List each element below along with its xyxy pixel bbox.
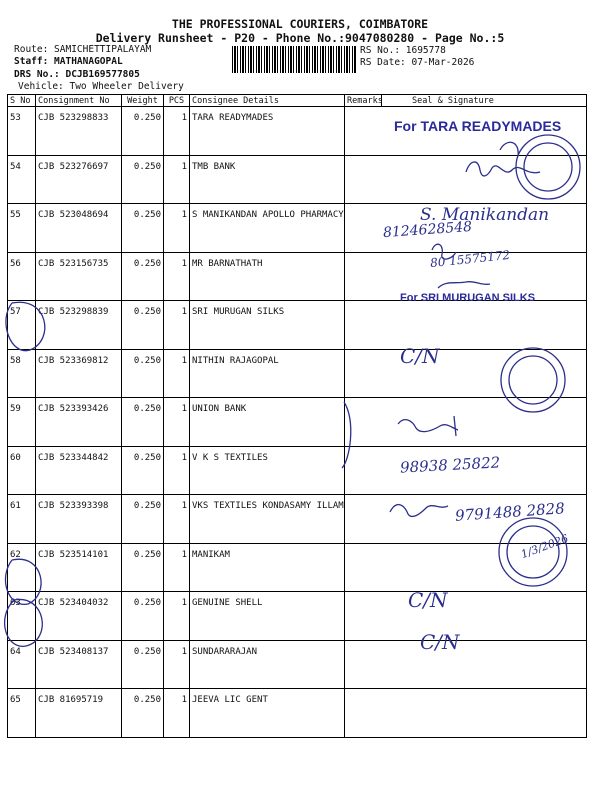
row-remarks [345, 204, 382, 253]
row-seal [382, 640, 587, 689]
row-consignment: CJB 523393398 [36, 495, 122, 544]
barcode [232, 46, 356, 73]
vehicle-label: Vehicle: Two Wheeler Delivery [18, 81, 184, 92]
staff-label: Staff: MATHANAGOPAL [14, 56, 123, 67]
table-row [8, 349, 587, 398]
table-row [8, 301, 587, 350]
col-seal: Seal & Signature [382, 95, 587, 107]
row-seal [382, 398, 587, 447]
row-pcs: 1 [164, 446, 190, 495]
row-remarks [345, 592, 382, 641]
row-seal [382, 301, 587, 350]
row-consignment: CJB 523404032 [36, 592, 122, 641]
row-sno: 53 [8, 107, 36, 156]
row-consignee: UNION BANK [190, 398, 345, 447]
row-weight: 0.250 [122, 155, 164, 204]
col-pcs: PCS [164, 95, 190, 107]
row-consignee: MANIKAM [190, 543, 345, 592]
row-pcs: 1 [164, 689, 190, 738]
cn-65: C/N [420, 630, 460, 654]
row-weight: 0.250 [122, 252, 164, 301]
row-pcs: 1 [164, 398, 190, 447]
row-consignee: S MANIKANDAN APOLLO PHARMACY [190, 204, 345, 253]
row-remarks [345, 301, 382, 350]
row-sno: 58 [8, 349, 36, 398]
row-remarks [345, 398, 382, 447]
table-row [8, 543, 587, 592]
row-consignment: CJB 523344842 [36, 446, 122, 495]
cn-58: C/N [400, 344, 440, 368]
row-consignment: CJB 523369812 [36, 349, 122, 398]
row-consignment: CJB 523298833 [36, 107, 122, 156]
row-pcs: 1 [164, 155, 190, 204]
table-row [8, 592, 587, 641]
row-consignee: SUNDARARAJAN [190, 640, 345, 689]
col-sno: S No [8, 95, 36, 107]
row-weight: 0.250 [122, 301, 164, 350]
row-weight: 0.250 [122, 107, 164, 156]
murugan-stamp: For SRI MURUGAN SILKS [400, 292, 536, 304]
row-seal [382, 543, 587, 592]
row-consignment: CJB 523408137 [36, 640, 122, 689]
signature-55-phone: 8124628548 [382, 218, 473, 242]
row-sno: 62 [8, 543, 36, 592]
row-consignee: JEEVA LIC GENT [190, 689, 345, 738]
row-consignment: CJB 523298839 [36, 301, 122, 350]
company-title: THE PROFESSIONAL COURIERS, COIMBATORE [171, 17, 429, 31]
row-remarks [345, 155, 382, 204]
row-consignment: CJB 81695719 [36, 689, 122, 738]
row-sno: 56 [8, 252, 36, 301]
signature-62-phone: 9791488 2828 [454, 499, 566, 525]
row-pcs: 1 [164, 301, 190, 350]
signature-63-date: 1/3/2026 [519, 531, 571, 562]
row-consignee: V K S TEXTILES [190, 446, 345, 495]
row-consignee: VKS TEXTILES KONDASAMY ILLAM [190, 495, 345, 544]
row-pcs: 1 [164, 640, 190, 689]
row-weight: 0.250 [122, 204, 164, 253]
row-sno: 57 [8, 301, 36, 350]
row-remarks [345, 446, 382, 495]
row-sno: 59 [8, 398, 36, 447]
row-consignee: MR BARNATHATH [190, 252, 345, 301]
row-consignee: TMB BANK [190, 155, 345, 204]
rs-date: RS Date: 07-Mar-2026 [360, 57, 475, 68]
rs-number: RS No.: 1695778 [360, 45, 446, 56]
row-weight: 0.250 [122, 689, 164, 738]
row-remarks [345, 252, 382, 301]
row-remarks [345, 543, 382, 592]
row-sno: 60 [8, 446, 36, 495]
row-pcs: 1 [164, 543, 190, 592]
row-seal [382, 689, 587, 738]
table-header-row [8, 95, 587, 107]
col-weight: Weight [122, 95, 164, 107]
row-remarks [345, 495, 382, 544]
row-weight: 0.250 [122, 640, 164, 689]
table-row [8, 640, 587, 689]
row-consignment: CJB 523048694 [36, 204, 122, 253]
row-weight: 0.250 [122, 349, 164, 398]
row-sno: 64 [8, 640, 36, 689]
cn-64: C/N [408, 588, 448, 612]
table-row [8, 398, 587, 447]
signature-56-phone: 80 15575172 [429, 247, 511, 271]
table-row [8, 155, 587, 204]
signature-55-name: S. Manikandan [420, 205, 550, 225]
drs-number: DRS No.: DCJB169577805 [14, 69, 140, 80]
col-consignment: Consignment No [36, 95, 122, 107]
row-consignment: CJB 523514101 [36, 543, 122, 592]
row-sno: 63 [8, 592, 36, 641]
row-weight: 0.250 [122, 446, 164, 495]
row-consignment: CJB 523156735 [36, 252, 122, 301]
row-remarks [345, 689, 382, 738]
col-consignee: Consignee Details [190, 95, 345, 107]
row-consignee: NITHIN RAJAGOPAL [190, 349, 345, 398]
row-consignment: CJB 523276697 [36, 155, 122, 204]
row-pcs: 1 [164, 349, 190, 398]
row-weight: 0.250 [122, 592, 164, 641]
row-remarks [345, 640, 382, 689]
row-pcs: 1 [164, 204, 190, 253]
row-consignee: GENUINE SHELL [190, 592, 345, 641]
row-consignee: TARA READYMADES [190, 107, 345, 156]
row-consignment: CJB 523393426 [36, 398, 122, 447]
runsheet-table [7, 94, 587, 738]
row-weight: 0.250 [122, 398, 164, 447]
row-weight: 0.250 [122, 495, 164, 544]
row-sno: 65 [8, 689, 36, 738]
col-remarks: Remarks [345, 95, 382, 107]
row-sno: 55 [8, 204, 36, 253]
row-pcs: 1 [164, 252, 190, 301]
row-seal [382, 155, 587, 204]
row-remarks [345, 107, 382, 156]
route-label: Route: SAMICHETTIPALAYAM [14, 44, 152, 55]
row-pcs: 1 [164, 495, 190, 544]
row-consignee: SRI MURUGAN SILKS [190, 301, 345, 350]
tara-stamp: For TARA READYMADES [394, 118, 562, 134]
row-pcs: 1 [164, 592, 190, 641]
row-sno: 54 [8, 155, 36, 204]
table-row [8, 689, 587, 738]
runsheet-title: Delivery Runsheet - P20 - Phone No.:9047080280 - Page No.:5 [95, 31, 505, 45]
row-remarks [345, 349, 382, 398]
row-sno: 61 [8, 495, 36, 544]
row-pcs: 1 [164, 107, 190, 156]
signature-61-phone: 98938 25822 [399, 453, 501, 477]
row-weight: 0.250 [122, 543, 164, 592]
